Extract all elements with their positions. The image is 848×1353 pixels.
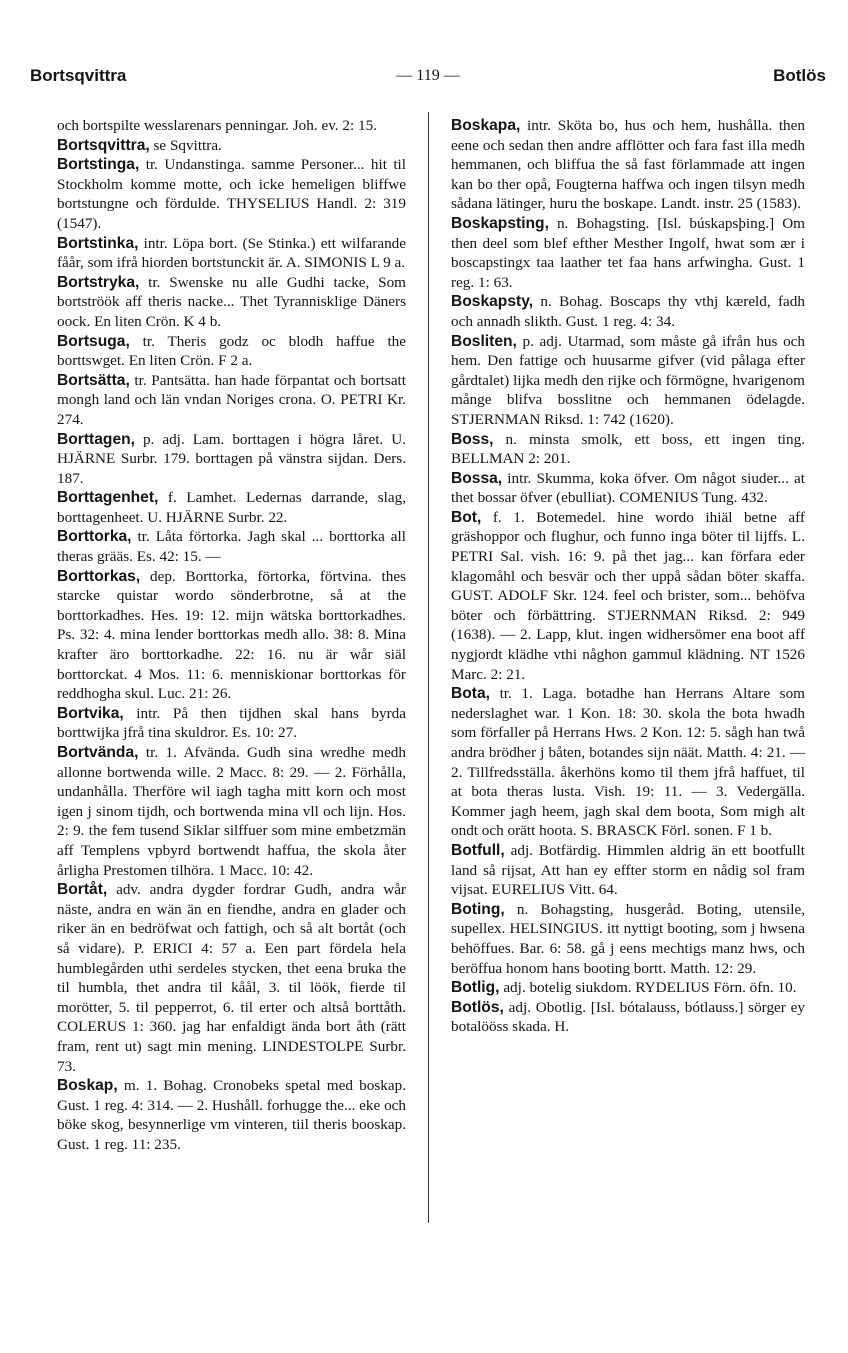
dictionary-entry [57, 430, 406, 489]
dictionary-entry [57, 371, 406, 430]
entry-headword: Bota, [451, 685, 490, 703]
entry-definition: adj. botelig siukdom. RYDELIUS Förn. öfn. 10. [499, 979, 797, 997]
dictionary-entry [451, 116, 805, 214]
dictionary-entry [57, 1076, 406, 1154]
dictionary-entry [451, 508, 805, 684]
entry-definition: tr. Theris godz oc blodh haffue the borttswget. En liten Crön. F 2 a. [57, 332, 406, 370]
dictionary-entry [57, 488, 406, 527]
entry-definition: p. adj. Lam. borttagen i högra låret. U. HJÄRNE Surbr. 179. borttagen på vänstra sijdan. Ders. 187. [57, 430, 406, 487]
entry-headword: Bortåt, [57, 881, 108, 899]
entry-definition: intr. På then tijdhen skal hans byrda borttwijka jfrå tina skuldror. Es. 10: 27. [57, 704, 406, 742]
entry-headword: Boskap, [57, 1077, 118, 1095]
dictionary-entry [451, 430, 805, 469]
dictionary-entry [451, 469, 805, 508]
header-right-guideword: Botlös [773, 66, 826, 85]
entry-definition: tr. Låta förtorka. Jagh skal ... borttorka all theras grääs. Es. 42: 15. — [57, 528, 406, 566]
entry-definition: n. Bohagsting, husgeråd. Boting, utensile, supellex. HELSINGIUS. itt nyttigt booting, som j hwsena behöffues. Bar. 6: 58. gå j eens mechtigs manz hws, och beröffua honom hans booting bortt. Matth. 12: 29. [451, 900, 805, 977]
entry-headword: Bortstinka, [57, 234, 139, 252]
dictionary-entry [451, 841, 805, 900]
entry-definition: n. minsta smolk, ett boss, ett ingen ting. BELLMAN 2: 201. [451, 430, 805, 468]
entry-headword: Botlig, [451, 979, 500, 997]
entry-headword: Borttagenhet, [57, 489, 159, 507]
entry-headword: Bortstryka, [57, 273, 140, 291]
dictionary-entry [57, 116, 406, 136]
dictionary-entry [451, 332, 805, 430]
entry-headword: Bortvända, [57, 744, 139, 761]
entry-definition: f. Lamhet. Ledernas darrande, slag, borttagenheet. U. HJÄRNE Surbr. 22. [57, 489, 406, 526]
dictionary-entry [57, 743, 406, 880]
dictionary-entry [451, 978, 805, 998]
entry-headword: Boskapa, [451, 117, 521, 134]
entry-definition: n. Bohag. Boscaps thy vthj kæreld, fadh och annadh slikth. Gust. 1 reg. 4: 34. [451, 293, 805, 330]
entry-definition: tr. 1. Afvända. Gudh sina wredhe medh allonne bortwenda wille. 2 Macc. 8: 29. — 2. Förhålla, undanhålla. Therföre wil iagh tagha mitt korn och most igen j sinom tijdh, och bortwenda mina vll och lijn. Hos. 2: 9. the fem tusend Siklar silffuer som mine embetzmän aff Templens vpbyrd bortwendt haffua, the skola åter årligha Prestomen tilhöra. 1 Macc. 10: 42. [57, 744, 406, 879]
entry-headword: Bot, [451, 508, 482, 526]
entry-definition: och bortspilte wesslarenars penningar. Joh. ev. 2: 15. [57, 117, 377, 134]
entry-definition: adj. Botfärdig. Himmlen aldrig än ett bootfullt land så rijsat, Att han ey effter storm en nådig sol fram vijsat. EURELIUS Vitt. 64. [451, 841, 805, 899]
entry-headword: Boting, [451, 900, 505, 918]
dictionary-entry [57, 332, 406, 371]
entry-definition: m. 1. Bohag. Cronobeks spetal med boskap. Gust. 1 reg. 4: 314. — 2. Hushåll. forhugge the... eke och böke skog, besynnerlige vm vinteren, tiil theris booskap. Gust. 1 reg. 11: 235. [57, 1077, 406, 1153]
entry-definition: se Sqvittra. [149, 136, 222, 154]
entry-headword: Bortstinga, [57, 156, 140, 174]
entry-headword: Bortsätta, [57, 371, 130, 389]
entry-definition: adj. Obotlig. [Isl. bótalauss, bótlauss.] sörger ey botalööss skada. H. [451, 998, 805, 1036]
page-header [30, 66, 826, 94]
entry-definition: intr. Löpa bort. (Se Stinka.) ett wilfarande fåår, som ifrå hiorden bortstunckit är. A. SIMONIS L 9 a. [57, 234, 406, 272]
entry-headword: Bortsqvittra, [57, 136, 150, 154]
dictionary-entry [451, 998, 805, 1037]
dictionary-entry [451, 900, 805, 978]
entry-definition: n. Bohagsting. [Isl. búskapsþing.] Om then deel som blef efther Mesther Ingolf, hwat som ær i boscapstingx taa laather tet faa hans arfwingha. Gust. 1 reg. 1: 63. [451, 214, 805, 291]
dictionary-entry [57, 527, 406, 566]
entry-definition: tr. Swenske nu alle Gudhi tacke, Som bortströök aff theris nacke... Thet Tyrannisklige Däners oock. En liten Crön. K 4 b. [57, 273, 406, 330]
dictionary-entry [451, 214, 805, 292]
entry-headword: Borttorka, [57, 528, 132, 546]
entry-definition: tr. 1. Laga. botadhe han Herrans Altare som nederslaghet war. 1 Kon. 18: 30. skola the bota hwadh som förfaller på Herrans Hws. 2 Kon. 12: 5. sågh han twå andra brödher j båten, botandes sijn näät. Matth. 4: 21. — 2. Tillfredsställa. åkerhöns komo til them jfrå haffuet, til at bota theras lusta. Vish. 19: 11. — 3. Vedergälla. Kommer jagh heem, jagh skal dem boota, Som migh alt ondt och orätt hoota. S. BRASCK Förl. sonen. F 1 b. [451, 685, 805, 840]
dictionary-entry [57, 155, 406, 233]
entry-headword: Botlös, [451, 998, 504, 1016]
dictionary-entry [57, 567, 406, 704]
entry-definition: intr. Sköta bo, hus och hem, hushålla. then eene och sedan then andre afflötter och fara fast illa medh hemmanen, och bliffua the så fast förlammade att ingen kan bo ther opå, Fougterna haffwa och ingen tilsyn medh sådana lätinger, huru the boskape. Landt. instr. 25 (1583). [451, 117, 805, 213]
page-number: — 119 — [396, 67, 460, 84]
entry-definition: adv. andra dygder fordrar Gudh, andra wår näste, andra en wän än en fiendhe, andra en glader och riker än en bedröfwat och fattigh, och så alt bortåt (och så vidare). P. ERICI 4: 57 a. Een part fördela hela humblegården uthi serdeles stycken, thet eena bruka the til humbla, thet andra til kåål, 3. til löök, fierde til morötter, 5. til pepperrot, 6. til erter och altså borttåth. COLERUS 1: 360. jag har enfaldigt ända bort åth (rätt fram, rent ut) sagt min mening. LINDESTOLPE Surbr. 73. [57, 881, 406, 1075]
entry-headword: Bosliten, [451, 332, 517, 350]
entry-definition: p. adj. Utarmad, som måste gå ifrån hus och hem. Den fattige och huusarme gifver (vid pålaga efter gårdtalet) lijka medh den rijke och förmögne, hvarigenom månge blifva bosslitne och hemmanen ödelagde. STJERNMAN Riksd. 1: 742 (1620). [451, 332, 805, 428]
entry-headword: Bortsuga, [57, 332, 130, 350]
entry-headword: Boskapsty, [451, 293, 534, 311]
header-left-guideword: Bortsqvittra [30, 66, 127, 85]
dictionary-entry [57, 273, 406, 332]
dictionary-entry [451, 292, 805, 331]
entry-definition: tr. Pantsätta. han hade förpantat och bortsatt mongh land och län vndan Noriges crona. O. PETRI Kr. 274. [57, 371, 406, 428]
left-column [57, 116, 406, 1154]
entry-definition: dep. Borttorka, förtorka, förtvina. thes starcke quistar wordo sönderbrotne, så at the borttorkadhes. Hes. 19: 12. mijn wätska borttorkadhes. Ps. 32: 4. mina lender borttorkas medh allo. 38: 8. Mina krafter äro borttorkadhe. 22: 16. nu är wår siäl borttorckat. 4 Mos. 11: 6. menniskionar borttorkas för reddhogha skul. Luc. 21: 26. [57, 567, 406, 703]
dictionary-entry [57, 704, 406, 743]
entry-headword: Bossa, [451, 469, 503, 487]
right-column [451, 116, 805, 1037]
entry-definition: tr. Undanstinga. samme Personer... hit til Stockholm komme motte, och icke hemeligen bliffwe bortstungne och fördulde. THYSELIUS Handl. 2: 319 (1547). [57, 156, 406, 232]
dictionary-entry [451, 684, 805, 841]
entry-definition: f. 1. Botemedel. hine wordo ihiäl betne aff gräshoppor och flughur, och funno inga böter til lijffs. L. PETRI Sal. vish. 16: 9. på thet jag... kan förfara eder klagomåhl och besvär och ther uppå sådan böter skaffa. GUST. ADOLF Skr. 124. feel och brister, som... behöfva böter och förbättring. STJERNMAN Riksd. 2: 949 (1638). — 2. Lapp, klut. ingen widhersömer ena boot aff nygjordt klädhe vthi någhon gammul klädning. NT 1526 Marc. 2: 21. [451, 508, 805, 683]
entry-headword: Botfull, [451, 841, 505, 859]
entry-headword: Boss, [451, 430, 494, 448]
dictionary-entry [57, 880, 406, 1076]
entry-headword: Bortvika, [57, 704, 124, 722]
dictionary-entry [57, 136, 406, 156]
column-divider [428, 112, 429, 1223]
entry-definition: intr. Skumma, koka öfver. Om något siuder... at thet bossar öfver (ebulliat). COMENIUS Tung. 432. [451, 469, 805, 507]
entry-headword: Borttagen, [57, 430, 135, 448]
entry-headword: Borttorkas, [57, 567, 141, 585]
entry-headword: Boskapsting, [451, 214, 549, 232]
dictionary-entry [57, 234, 406, 273]
